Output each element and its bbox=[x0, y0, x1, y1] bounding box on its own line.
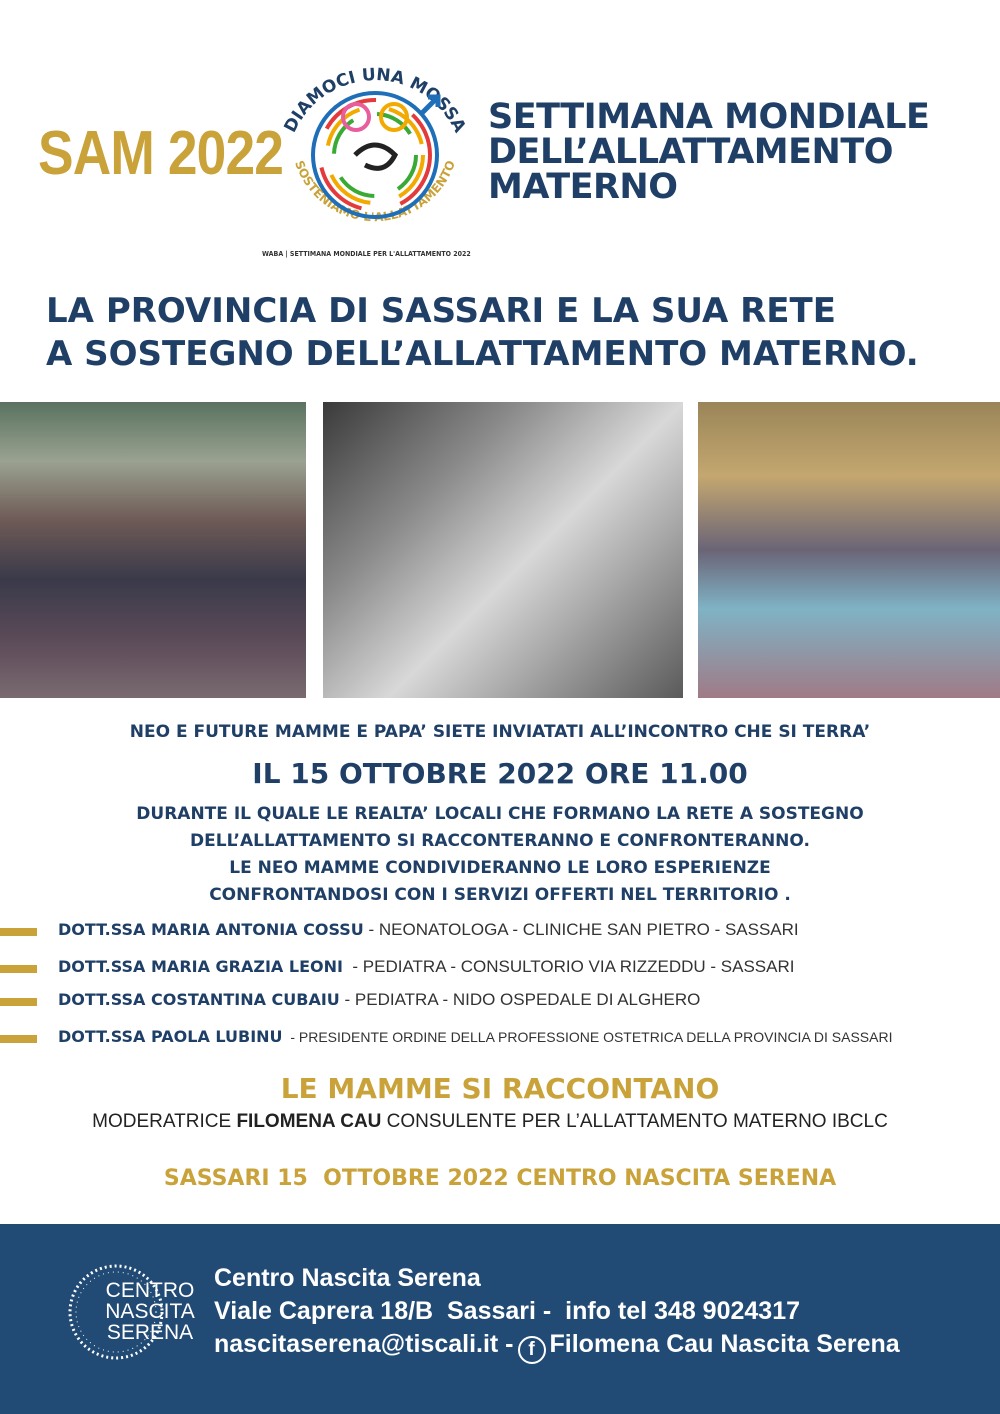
moderator-suffix: CONSULENTE PER L’ALLATTAMENTO MATERNO IBCLC bbox=[381, 1111, 888, 1132]
speaker-name: DOTT.SSA MARIA GRAZIA LEONI bbox=[58, 957, 343, 976]
waba-logo bbox=[270, 45, 480, 260]
speaker-name: DOTT.SSA COSTANTINA CUBAIU bbox=[58, 990, 340, 1009]
moderator-name: FILOMENA CAU bbox=[236, 1111, 382, 1132]
event-title-line: SETTIMANA MONDIALE bbox=[488, 97, 930, 137]
description-line: LE NEO MAMME CONDIVIDERANNO LE LORO ESPERIENZE bbox=[229, 858, 771, 878]
main-title-line: LA PROVINCIA DI SASSARI E LA SUA RETE bbox=[46, 291, 836, 331]
event-title-line: DELL’ALLATTAMENTO bbox=[488, 132, 893, 172]
photo-family-bw bbox=[323, 402, 683, 698]
moderator-prefix: MODERATRICE bbox=[92, 1111, 237, 1132]
footer-logo-line: NASCITA bbox=[105, 1300, 195, 1323]
description-line: DELL’ALLATTAMENTO SI RACCONTERANNO E CONFRONTERANNO. bbox=[190, 831, 810, 851]
mamme-title: LE MAMME SI RACCONTANO bbox=[280, 1072, 720, 1105]
footer-logo-line: SERENA bbox=[106, 1321, 194, 1344]
speaker-row bbox=[0, 990, 1000, 1014]
logo-arc-top: DIAMOCI UNA MOSSA bbox=[280, 64, 470, 136]
moderator-line bbox=[0, 1111, 980, 1133]
gold-bar bbox=[0, 1035, 37, 1043]
gold-bar bbox=[0, 965, 37, 973]
photo-group-breastfeeding bbox=[0, 402, 306, 698]
speaker-row bbox=[0, 1027, 1000, 1051]
speaker-row bbox=[0, 957, 1000, 981]
event-title-line: MATERNO bbox=[488, 167, 678, 207]
main-title-line: A SOSTEGNO DELL’ALLATTAMENTO MATERNO. bbox=[46, 334, 919, 374]
invite-text: NEO E FUTURE MAMME E PAPA’ SIETE INVIATATI ALL’INCONTRO CHE SI TERRA’ bbox=[129, 722, 871, 742]
footer-org-name: Centro Nascita Serena bbox=[214, 1264, 481, 1292]
footer-facebook-name[interactable]: Filomena Cau Nascita Serena bbox=[549, 1330, 900, 1358]
footer-contacts bbox=[214, 1330, 900, 1364]
logo-caption: WABA | SETTIMANA MONDIALE PER L'ALLATTAMENTO 2022 bbox=[262, 250, 471, 258]
footer-logo-line: CENTRO bbox=[105, 1279, 195, 1302]
speaker-role: - PEDIATRA - CONSULTORIO VIA RIZZEDDU - SASSARI bbox=[342, 957, 795, 976]
gold-bar bbox=[0, 998, 37, 1006]
event-date: IL 15 OTTOBRE 2022 ORE 11.00 bbox=[252, 757, 748, 790]
footer-email[interactable]: nascitaserena@tiscali.it - bbox=[214, 1330, 514, 1358]
description-line: CONFRONTANDOSI CON I SERVIZI OFFERTI NEL TERRITORIO . bbox=[209, 885, 791, 905]
speaker-role: - NEONATOLOGA - CLINICHE SAN PIETRO - SASSARI bbox=[363, 920, 799, 939]
sam-label: SAM 2022 bbox=[38, 119, 284, 188]
description bbox=[0, 801, 1000, 909]
place-line: SASSARI 15 OTTOBRE 2022 CENTRO NASCITA SERENA bbox=[163, 1166, 837, 1191]
facebook-icon: f bbox=[518, 1336, 546, 1364]
footer-address: Viale Caprera 18/B Sassari - info tel 348 9024317 bbox=[214, 1297, 800, 1325]
speaker-name: DOTT.SSA MARIA ANTONIA COSSU bbox=[58, 920, 364, 939]
footer-logo-text bbox=[100, 1280, 200, 1343]
speaker-row bbox=[0, 920, 1000, 944]
speaker-name: DOTT.SSA PAOLA LUBINU bbox=[58, 1027, 283, 1046]
gold-bar bbox=[0, 928, 37, 936]
speaker-role: - PRESIDENTE ORDINE DELLA PROFESSIONE OSTETRICA DELLA PROVINCIA DI SASSARI bbox=[282, 1029, 893, 1045]
description-line: DURANTE IL QUALE LE REALTA’ LOCALI CHE FORMANO LA RETE A SOSTEGNO bbox=[136, 804, 864, 824]
main-title bbox=[0, 290, 1000, 376]
logo-arc-bottom: SOSTENIAMO L'ALLATTAMENTO bbox=[292, 158, 459, 225]
speaker-role: - PEDIATRA - NIDO OSPEDALE DI ALGHERO bbox=[339, 990, 701, 1009]
event-title bbox=[488, 97, 930, 207]
photo-meeting-room bbox=[698, 402, 1000, 698]
